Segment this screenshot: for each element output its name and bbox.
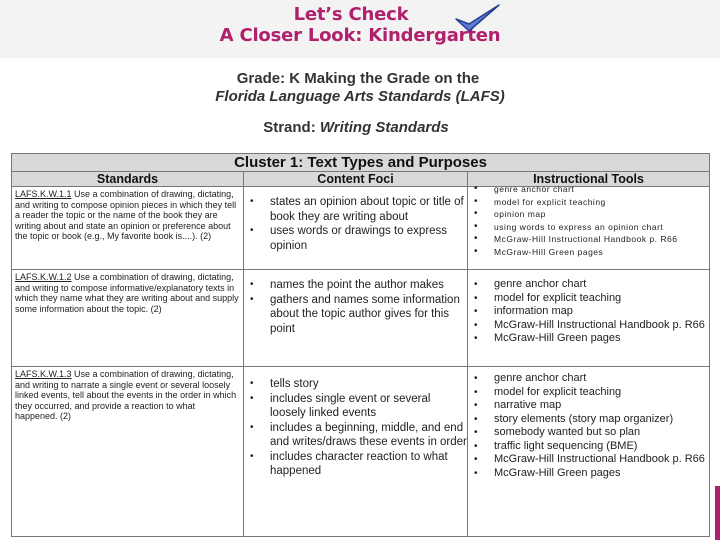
list-item: • names the point the author makes [244,278,467,293]
list-item: • model for explicit teaching [468,386,709,400]
header-content-foci: Content Foci [244,172,468,187]
standard-cell [12,270,244,367]
tools-cell [468,270,710,367]
list-item: • tells story [244,377,467,392]
standard-text: Use a combination of drawing, dictating, and writing to narrate a single event or several loosely linked events, tell about the events in the order in which they occurred, and provide a reaction to what happened. (2) [15,369,237,421]
list-item: • McGraw-Hill Instructional Handbook p. R66 [468,319,709,333]
table-row [12,270,710,367]
list-item: • gathers and names some information about the topic author gives for this point [244,293,467,337]
slide-title [0,4,720,47]
list-item: • includes a beginning, middle, and end and writes/draws these events in order [244,421,467,450]
list-item: • McGraw-Hill Green pages [468,246,709,259]
list-item: • information map [468,305,709,319]
slide-title-line1: Let’s Check [293,4,409,25]
list-item: • traffic light sequencing (BME) [468,440,709,454]
check-mark-icon [452,2,502,36]
header-instructional-tools: Instructional Tools [468,172,710,187]
tools-cell [468,367,710,537]
list-item: • story elements (story map organizer) [468,413,709,427]
list-item: • narrative map [468,399,709,413]
table-row [12,367,710,537]
foci-cell [244,187,468,270]
list-item: • model for explicit teaching [468,292,709,306]
grade-subheading-abbr: (LAFS) [455,88,505,105]
table-row [12,187,710,270]
accent-bar [715,486,720,540]
list-item: • includes character reaction to what happened [244,450,467,479]
cluster-row [12,154,710,172]
strand-label: Strand: [263,119,316,136]
strand-value: Writing Standards [319,119,449,136]
grade-heading: Grade: K Making the Grade on the [236,70,480,87]
list-item: • states an opinion about topic or title of book they are writing about [244,195,467,224]
list-item: • McGraw-Hill Instructional Handbook p. R66 [468,233,709,246]
standard-code: LAFS.K.W.1.2 [15,272,72,282]
list-item: • model for explicit teaching [468,196,709,209]
list-item: • genre anchor chart [468,372,709,386]
tools-cell [468,184,710,270]
list-item: • genre anchor chart [468,183,709,196]
standard-cell [12,187,244,270]
list-item: • McGraw-Hill Instructional Handbook p. R66 [468,453,709,467]
list-item: • McGraw-Hill Green pages [468,467,709,481]
standard-code: LAFS.K.W.1.1 [15,189,72,199]
standard-code: LAFS.K.W.1.3 [15,369,72,379]
strand-heading [0,119,716,136]
list-item: • opinion map [468,208,709,221]
list-item: • includes single event or several loosely linked events [244,392,467,421]
foci-cell [244,367,468,537]
list-item: • using words to express an opinion chart [468,221,709,234]
list-item: • uses words or drawings to express opinion [244,224,467,253]
standard-text: Use a combination of drawing, dictating, and writing to compose informative/explanatory texts in which they name what they are writing about and supply some information about the topic. (2) [15,272,239,314]
foci-cell [244,270,468,367]
standard-text: Use a combination of drawing, dictating, and writing to compose opinion pieces in which they tell a reader the topic or the name of the book they are writing about and state an opinion or preference about the topic or book (e.g., My favorite book is....). (2) [15,189,237,241]
list-item: • somebody wanted but so plan [468,426,709,440]
standard-cell [12,367,244,537]
cluster-title: Cluster 1: Text Types and Purposes [12,154,710,172]
standards-table [11,153,710,537]
slide-title-line2: A Closer Look: Kindergarten [219,25,501,46]
list-item: • genre anchor chart [468,278,709,292]
header-standards: Standards [12,172,244,187]
list-item: • McGraw-Hill Green pages [468,332,709,346]
grade-subheading-title: Florida Language Arts Standards [215,88,452,105]
grade-subheading [0,88,720,105]
